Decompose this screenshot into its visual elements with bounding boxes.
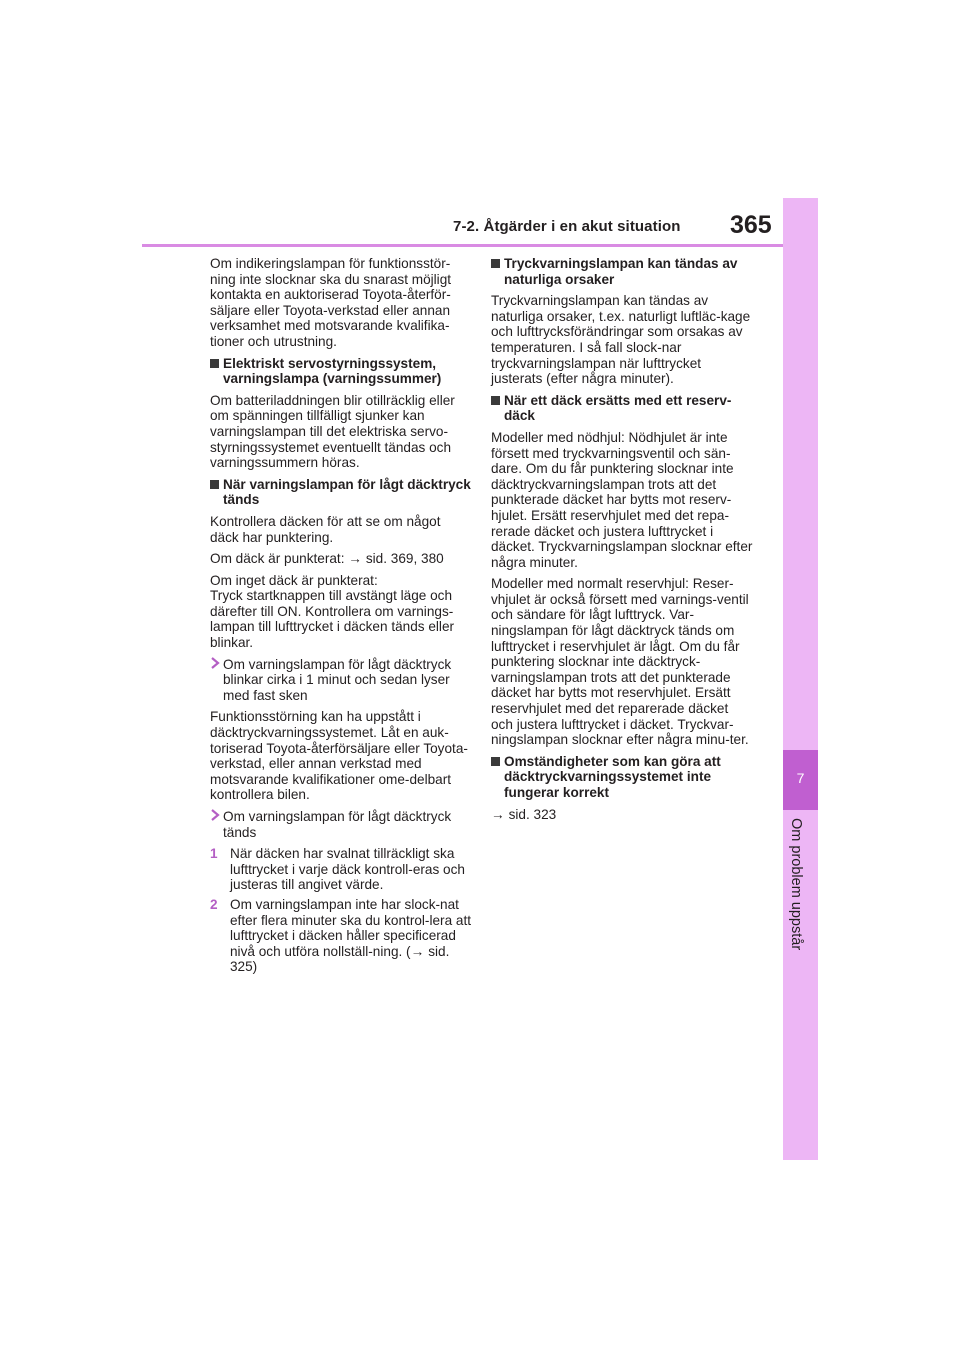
step-text xyxy=(230,897,472,975)
section-heading xyxy=(210,356,472,387)
reference-paragraph xyxy=(491,807,753,823)
arrow-bullet-item xyxy=(210,657,472,704)
numbered-step xyxy=(210,897,472,975)
section-heading xyxy=(491,393,753,424)
square-bullet-icon xyxy=(491,757,500,766)
bullet-text: Om varningslampan för lågt däcktryck tänds xyxy=(223,809,452,840)
step-number: 2 xyxy=(210,896,218,912)
chevron-right-icon xyxy=(210,657,223,671)
page-reference-link[interactable]: sid. 323 xyxy=(508,806,557,822)
chapter-number: 7 xyxy=(796,770,805,786)
step-text-main: Om varningslampan inte har slock-nat efter flera minuter ska du kontrol-lera att lufttrycket i däcken håller specificerad nivå och utföra nollställ-ning. ( xyxy=(230,896,472,959)
intro-paragraph: Om indikeringslampan för funktionsstör-ning inte slocknar ska du snarast möjligt kontakta en auktoriserad Toyota-återför-säljare eller Toyota-verkstad eller annan verksamhet med motsvarande kvalifika-tioner och utrustning. xyxy=(210,256,452,349)
reference-paragraph xyxy=(210,551,472,567)
arrow-right-icon: → xyxy=(348,551,362,567)
ref-prefix: Om däck är punkterat: xyxy=(210,551,345,567)
bullet-text: Om varningslampan för lågt däcktryck blinkar cirka i 1 minut och sedan lyser med fast sken xyxy=(223,656,452,703)
arrow-bullet-item xyxy=(210,809,472,840)
step-text: När däcken har svalnat tillräckligt ska lufttrycket i varje däck kontroll-eras och justeras till angivet värde. xyxy=(230,846,465,893)
square-bullet-icon xyxy=(491,396,500,405)
paragraph-text: Tryck startknappen till avstängt läge och därefter till ON. Kontrollera om varnings-lampan till lufttrycket i däcken tänds eller blinkar. xyxy=(210,588,455,651)
heading-text: När varningslampan för lågt däcktryck tänds xyxy=(223,476,471,508)
left-column xyxy=(210,256,472,979)
paragraph: Funktionsstörning kan ha uppstått i däcktryckvarningssystemet. Låt en auk-toriserad Toyota-återförsäljare eller Toyota-verkstad, eller annan verkstad med motsvarande kvalifikationer ome-delbart kontrollera bilen. xyxy=(210,709,468,803)
arrow-right-icon: → xyxy=(491,806,505,822)
chapter-name: Om problem uppstår xyxy=(788,818,804,951)
page-reference-link[interactable]: sid. 325) xyxy=(230,943,450,975)
header-divider xyxy=(142,244,818,247)
section-heading xyxy=(210,477,472,508)
square-bullet-icon xyxy=(210,359,219,368)
heading-text: Tryckvarningslampan kan tändas av naturliga orsaker xyxy=(504,256,738,287)
arrow-right-icon: → xyxy=(410,943,425,959)
step-number: 1 xyxy=(210,846,218,862)
paragraph: Tryckvarningslampan kan tändas av naturliga orsaker, t.ex. naturligt luftläc-kage och lufttrycksförändringar som orsakas av temperaturen. I så fall slock-nar tryckvarningslampan när lufttrycket justerats (efter några minuter). xyxy=(491,293,751,387)
numbered-step xyxy=(210,846,472,893)
section-heading xyxy=(491,754,753,801)
page-number: 365 xyxy=(730,211,772,239)
chevron-right-icon xyxy=(210,809,223,823)
square-bullet-icon xyxy=(491,259,500,268)
section-title: 7-2. Åtgärder i en akut situation xyxy=(453,218,681,235)
page-reference-link[interactable]: sid. 369, 380 xyxy=(365,551,444,567)
square-bullet-icon xyxy=(210,480,219,489)
paragraph xyxy=(210,573,472,651)
paragraph: Modeller med normalt reservhjul: Reser-vhjulet är också försett med varnings-ventil och sändare för lågt lufttryck. Var-ningslampan för lågt däcktryck tänds om lufttrycket i reservhjulet är lågt. Om du får punktering slocknar inte däcktryck-varningslampan trots att det punkterade däcket har bytts mot reservhjulet. Ersätt reservhjulet med det reparerade däcket och justera lufttrycket i däcket. Tryckvar-ningslampan slocknar efter några minu-ter. xyxy=(491,576,749,748)
paragraph: Modeller med nödhjul: Nödhjulet är inte försett med tryckvarningsventil och sän-dare. Om du får punktering slocknar inte däcktryckvarningslampan trots att det punkterade däcket har bytts mot reserv-hjulet. Ersätt reservhjulet med det repa-rerade däcket och justera lufttrycket i däcket. Tryckvarningslampan slocknar efter några minuter. xyxy=(491,429,753,570)
section-heading xyxy=(491,256,753,287)
heading-text: Omständigheter som kan göra att däcktryckvarningssystemet inte fungerar korrekt xyxy=(504,753,721,800)
paragraph: Om batteriladdningen blir otillräcklig eller om spänningen tillfälligt sjunker kan varningslampan till det elektriska servo-styrningssystemet eventuellt tändas och varningssummern höras. xyxy=(210,392,455,471)
right-column xyxy=(491,256,753,828)
heading-text: Elektriskt servostyrningssystem, varningslampa (varningssummer) xyxy=(223,355,442,387)
paragraph: Kontrollera däcken för att se om något däck har punktering. xyxy=(210,513,441,545)
heading-text: När ett däck ersätts med ett reserv-däck xyxy=(504,392,732,424)
paragraph-line: Om inget däck är punkterat: xyxy=(210,572,378,588)
chapter-side-tab xyxy=(783,198,818,1160)
